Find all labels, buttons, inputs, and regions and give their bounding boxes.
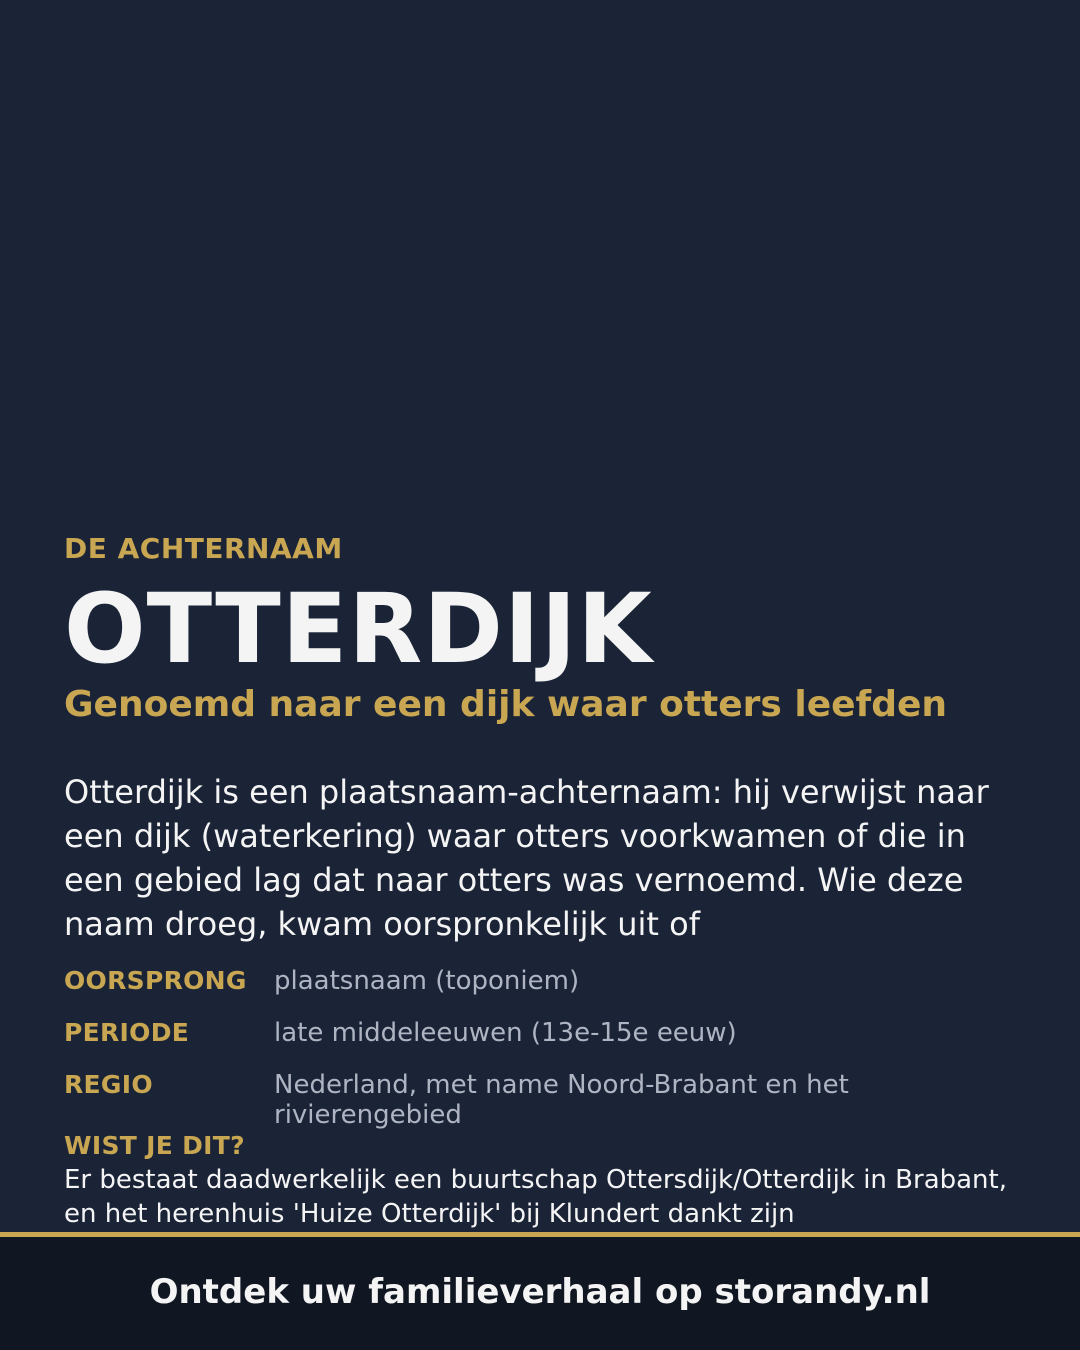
fact-label: OORSPRONG — [64, 966, 247, 995]
eyebrow-label: DE ACHTERNAAM — [64, 532, 343, 565]
fact-label: PERIODE — [64, 1018, 190, 1047]
facts-list — [64, 962, 1024, 1144]
did-you-know-text: Er bestaat daadwerkelijk een buurtschap Ottersdijk/Otterdijk in Brabant, en het herenhuis 'Huize Otterdijk' bij Klundert dankt zijn — [64, 1165, 1007, 1229]
footer-cta: Ontdek uw familieverhaal op storandy.nl — [149, 1271, 931, 1312]
fact-label: REGIO — [64, 1070, 153, 1099]
did-you-know-title: WIST JE DIT? — [64, 1131, 245, 1160]
fact-row-region — [64, 1066, 1024, 1130]
surname-description: Otterdijk is een plaatsnaam-achternaam: hij verwijst naar een dijk (waterkering) waar otters voorkwamen of die in een gebied lag dat naar otters was vernoemd. Wie deze naam droeg, kwam oorspronkelijk uit of — [64, 773, 989, 943]
surname-tagline: Genoemd naar een dijk waar otters leefden — [64, 684, 948, 725]
fact-value: late middeleeuwen (13e-15e eeuw) — [274, 1018, 737, 1048]
fact-value: Nederland, met name Noord-Brabant en het rivierengebied — [274, 1070, 849, 1130]
footer-banner — [0, 1232, 1080, 1350]
fact-value: plaatsnaam (toponiem) — [274, 966, 580, 996]
fact-row-origin — [64, 962, 1024, 1000]
fact-row-period — [64, 1014, 1024, 1052]
surname-title: OTTERDIJK — [64, 573, 653, 685]
